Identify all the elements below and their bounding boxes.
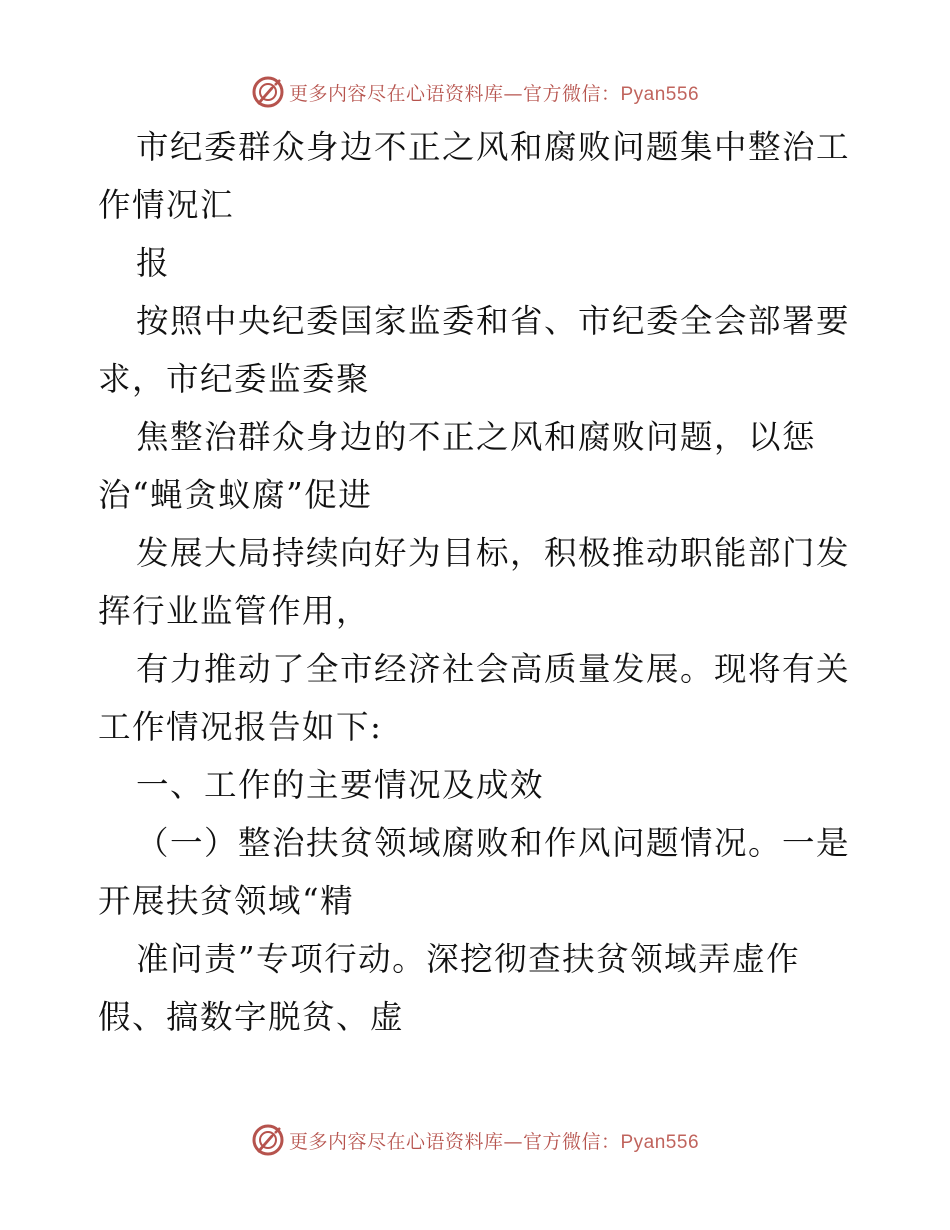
footer-banner-text: 更多内容尽在心语资料库—官方微信：Pyan556 <box>288 1130 700 1153</box>
paragraph-line: 工作情况报告如下: <box>98 708 383 746</box>
header-watermark <box>0 72 950 112</box>
footer-watermark <box>0 1120 950 1160</box>
paragraph-line: 准问责”专项行动。深挖彻查扶贫领域弄虚作 <box>136 940 801 978</box>
paragraph-line: 挥行业监管作用， <box>98 592 371 630</box>
section-heading: 一、工作的主要情况及成效 <box>136 766 545 804</box>
paragraph-line: （一）整治扶贫领域腐败和作风问题情况。一是 <box>136 824 851 862</box>
paragraph-line: 开展扶贫领域“精 <box>98 882 355 920</box>
pen-logo-icon <box>251 75 285 109</box>
paragraph-line: 治“蝇贪蚁腐”促进 <box>98 476 373 514</box>
document-body <box>98 118 858 1046</box>
paragraph-line: 焦整治群众身边的不正之风和腐败问题，以惩 <box>136 418 817 456</box>
paragraph-line: 求，市纪委监委聚 <box>98 360 371 398</box>
pen-logo-icon <box>251 1123 285 1157</box>
document-title-line-2: 作情况汇 <box>98 186 235 224</box>
paragraph-line: 假、搞数字脱贫、虚 <box>98 998 405 1036</box>
paragraph-line: 有力推动了全市经济社会高质量发展。现将有关 <box>136 650 851 688</box>
paragraph-line: 发展大局持续向好为目标，积极推动职能部门发 <box>136 534 851 572</box>
header-banner-text: 更多内容尽在心语资料库—官方微信：Pyan556 <box>288 82 700 105</box>
document-title-line-3: 报 <box>136 244 171 282</box>
document-title-line-1: 市纪委群众身边不正之风和腐败问题集中整治工 <box>136 128 851 166</box>
paragraph-line: 按照中央纪委国家监委和省、市纪委全会部署要 <box>136 302 851 340</box>
